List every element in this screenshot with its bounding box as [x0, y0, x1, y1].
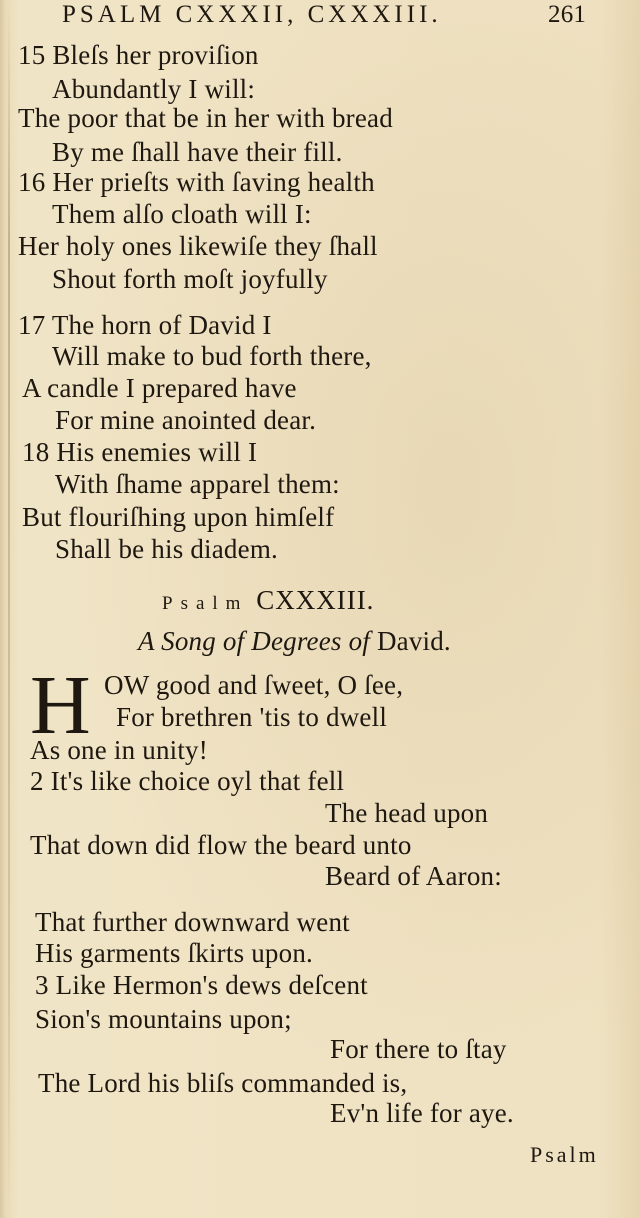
verse-line: For brethren 'tis to dwell [116, 702, 388, 732]
verse-line: Sion's mountains upon; [35, 1004, 292, 1034]
psalm-subtitle [138, 626, 451, 656]
verse-line: That down did flow the beard unto [30, 830, 412, 860]
verse-line: The Lord his bliſs commanded is, [38, 1068, 408, 1098]
verse-line: 15 Bleſs her proviſion [18, 40, 259, 70]
verse-line: His garments ſkirts upon. [35, 938, 313, 968]
verse-line: By me ſhall have their fill. [52, 137, 343, 167]
verse-line: For there to ſtay [330, 1034, 507, 1064]
page-number: 261 [548, 1, 587, 28]
verse-line: A candle I prepared have [22, 373, 297, 403]
verse-line: 16 Her prieſts with ſaving health [18, 167, 375, 197]
verse-line: 17 The horn of David I [18, 310, 272, 340]
verse-line: Ev'n life for aye. [330, 1098, 514, 1128]
verse-line: Them alſo cloath will I: [52, 199, 312, 229]
verse-line: 18 His enemies will I [22, 437, 258, 467]
verse-line: OW good and ſweet, O ſee, [104, 670, 404, 700]
verse-line: For mine anointed dear. [55, 405, 317, 435]
verse-line: The poor that be in her with bread [18, 103, 393, 133]
verse-line: With ſhame apparel them: [55, 469, 340, 499]
verse-line: Her holy ones likewiſe they ſhall [18, 231, 378, 261]
verse-line: As one in unity! [30, 735, 208, 765]
verse-line: Shout forth moſt joyfully [52, 264, 328, 294]
running-title: PSALM CXXXII, CXXXIII. [62, 1, 442, 28]
psalm-subtitle-italic: A Song of Degrees of [138, 626, 370, 656]
drop-cap-letter: H [30, 659, 91, 752]
catchword: Psalm [530, 1142, 599, 1167]
verse-line: The head upon [325, 798, 489, 828]
verse-line: Beard of Aaron: [325, 861, 502, 891]
psalm-subtitle-name: David. [376, 626, 451, 656]
verse-line: But flouriſhing upon himſelf [22, 502, 335, 532]
page-gutter-edge [8, 0, 10, 1218]
verse-line: Shall be his diadem. [55, 534, 278, 564]
psalm-title-number: CXXXIII. [256, 585, 375, 615]
verse-line: Abundantly I will: [52, 74, 256, 104]
verse-line: 2 It's like choice oyl that fell [30, 766, 345, 796]
verse-line: 3 Like Hermon's dews deſcent [35, 970, 368, 1000]
psalm-title [162, 585, 374, 619]
verse-line: Will make to bud forth there, [52, 341, 372, 371]
psalm-title-word: Psalm [162, 593, 249, 614]
verse-line: That further downward went [35, 907, 350, 937]
